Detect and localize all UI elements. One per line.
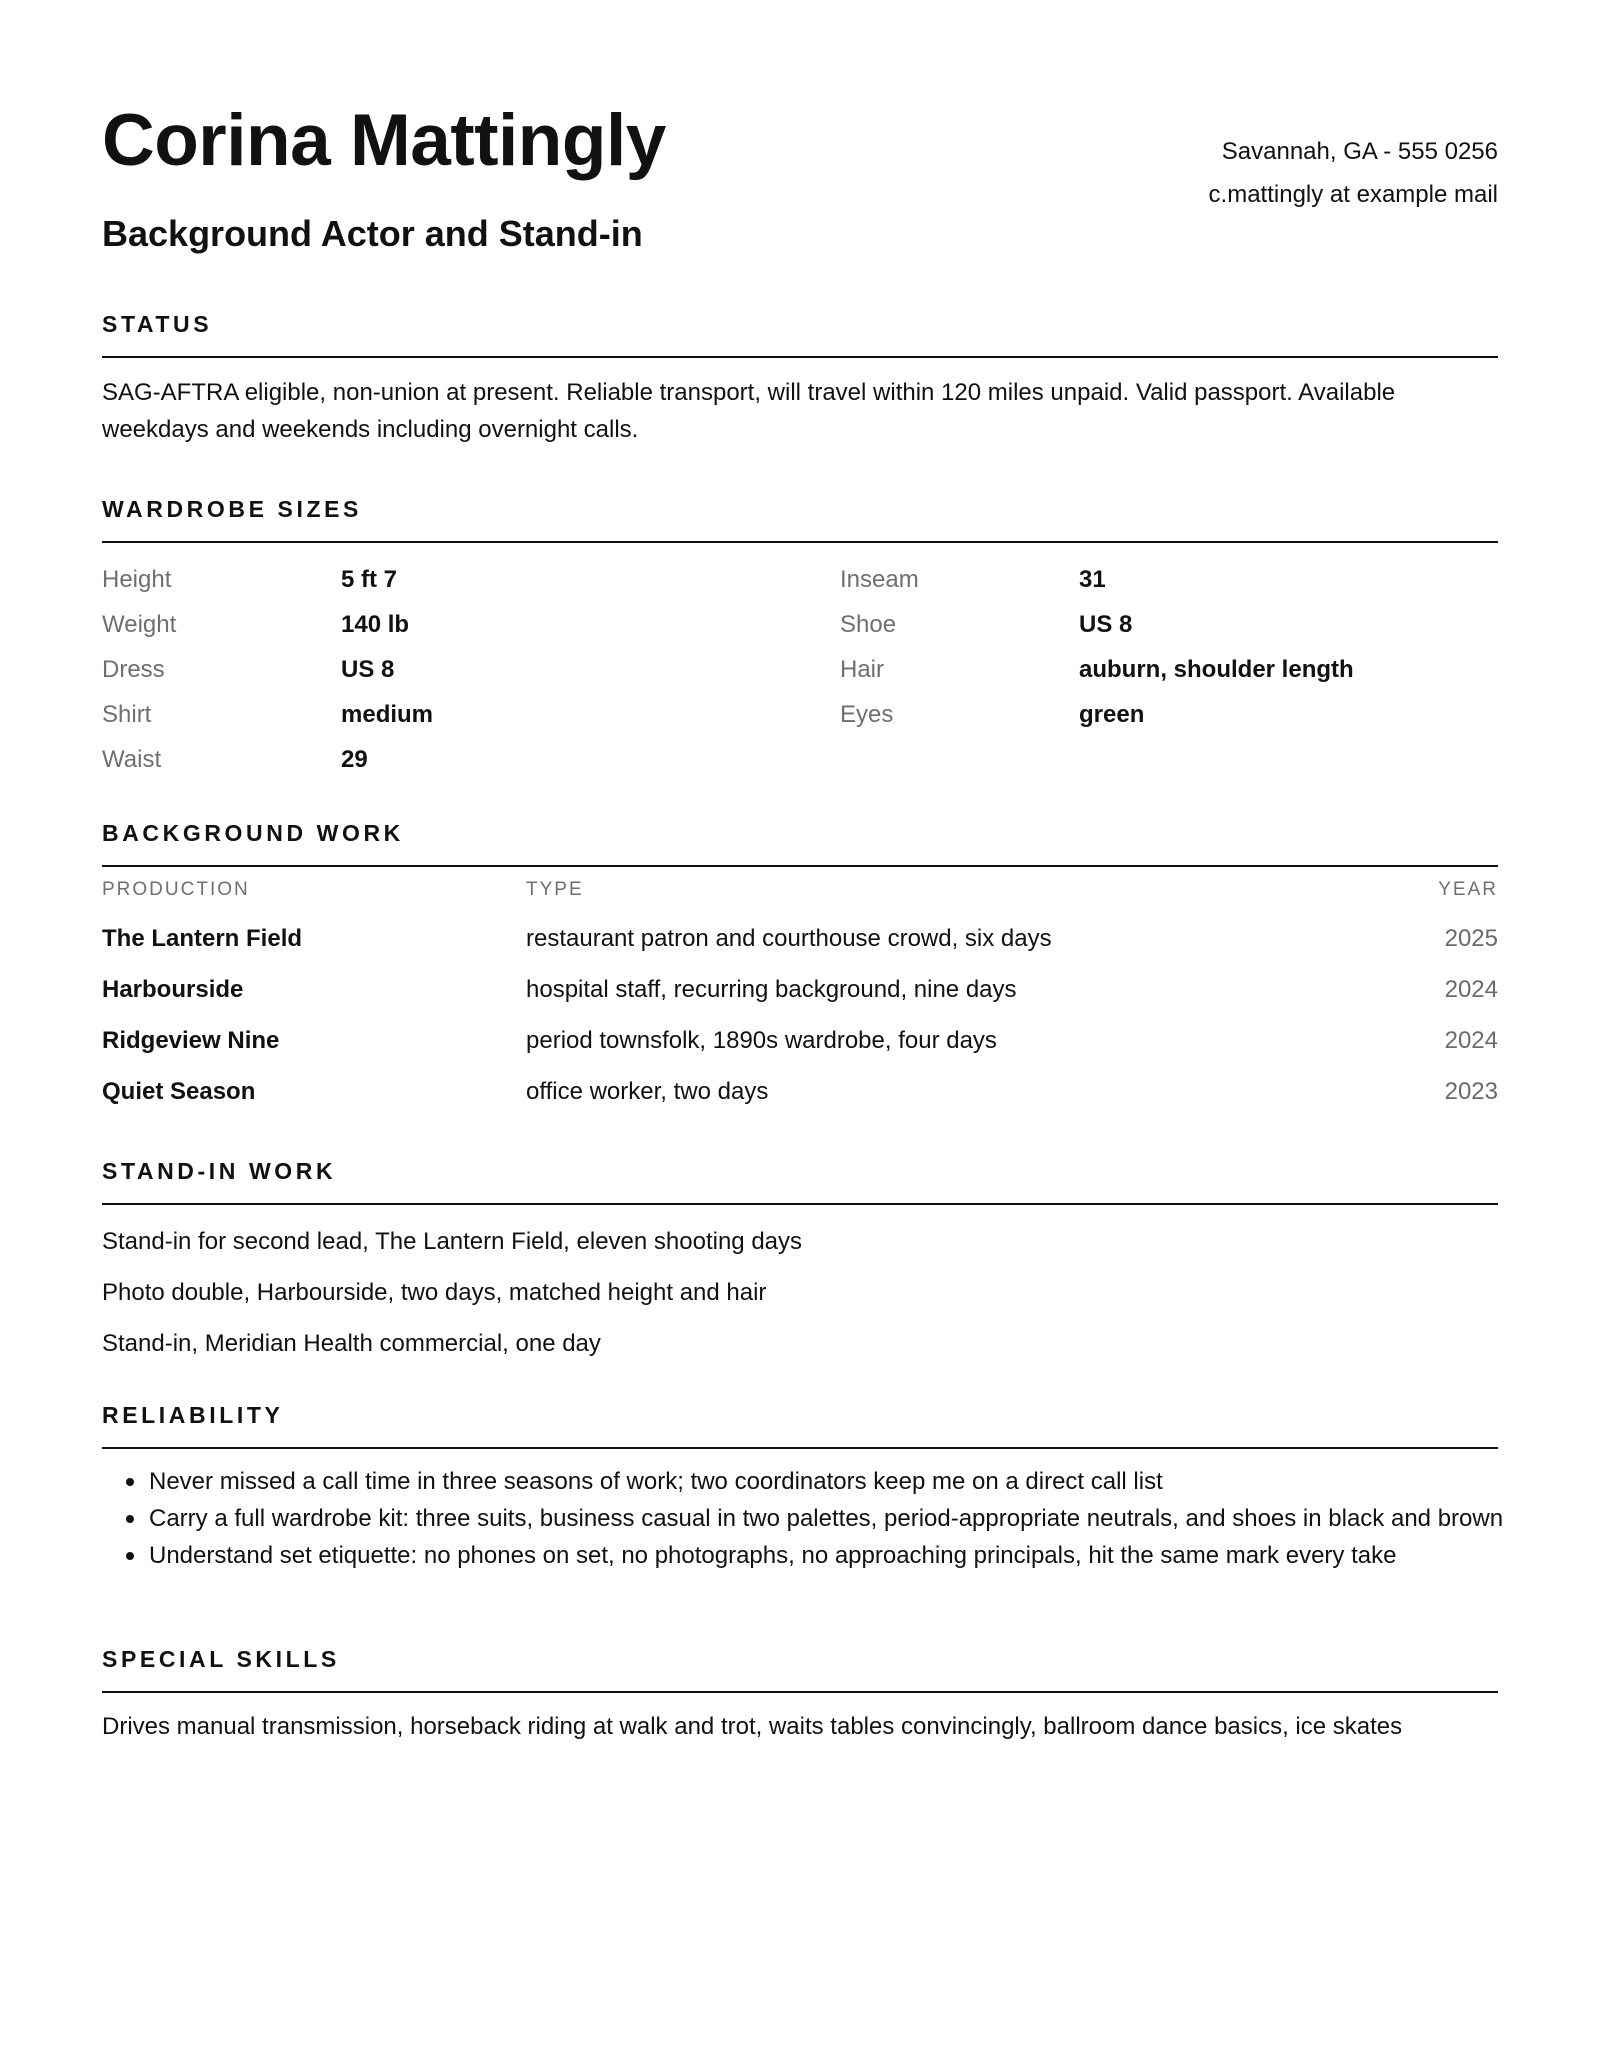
wardrobe-grid (102, 557, 1498, 787)
resume-page (102, 0, 1504, 1740)
production-title: The Lantern Field (102, 924, 303, 952)
wardrobe-row (102, 737, 433, 782)
wardrobe-value: US 8 (1079, 610, 1133, 638)
background-work-header-row (102, 867, 1498, 913)
bullet-icon (126, 1515, 134, 1523)
bullet-text: Understand set etiquette: no phones on set, no photographs, no approaching principals, hit the same mark every take (149, 1542, 1397, 1569)
bullet-text: Carry a full wardrobe kit: three suits, business casual in two palettes, period-appropriate neutrals, and shoes in black and brown (149, 1505, 1504, 1532)
section-title-wardrobe: WARDROBE SIZES (102, 498, 1498, 543)
wardrobe-row (840, 557, 1354, 602)
role-type: restaurant patron and courthouse crowd, six days (526, 924, 1052, 952)
list-item (102, 1463, 1498, 1500)
wardrobe-column-left (102, 557, 433, 782)
list-item: Photo double, Harbourside, two days, matched height and hair (102, 1278, 767, 1306)
production-year: 2024 (1444, 1026, 1498, 1054)
production-title: Ridgeview Nine (102, 1026, 280, 1054)
production-year: 2025 (1444, 924, 1498, 952)
wardrobe-value: 5 ft 7 (341, 565, 398, 593)
production-title: Quiet Season (102, 1077, 256, 1105)
wardrobe-row (102, 557, 433, 602)
bullet-icon (126, 1552, 134, 1560)
wardrobe-value: green (1079, 700, 1145, 728)
section-title-special-skills: SPECIAL SKILLS (102, 1648, 1498, 1693)
candidate-headline: Background Actor and Stand-in (102, 213, 643, 254)
wardrobe-label: Inseam (840, 565, 919, 593)
wardrobe-section (102, 498, 1498, 787)
section-title-reliability: RELIABILITY (102, 1404, 1498, 1449)
list-item (102, 1500, 1504, 1537)
section-title-background-work: BACKGROUND WORK (102, 822, 1498, 867)
resume-header (102, 0, 1498, 290)
candidate-name: Corina Mattingly (102, 100, 666, 181)
stand-in-work-section (102, 1160, 1498, 1369)
wardrobe-row (840, 602, 1354, 647)
bullet-text: Never missed a call time in three seasons of work; two coordinators keep me on a direct call list (149, 1468, 1163, 1495)
wardrobe-label: Eyes (840, 700, 894, 728)
contact-location-phone: Savannah, GA - 555 0256 (1221, 138, 1498, 165)
production-year: 2023 (1444, 1077, 1498, 1105)
table-row (102, 1015, 1498, 1066)
wardrobe-label: Waist (102, 745, 162, 773)
column-header-type: TYPE (526, 879, 584, 900)
role-type: hospital staff, recurring background, nine days (526, 975, 1017, 1003)
wardrobe-column-right (840, 557, 1354, 737)
wardrobe-value: 31 (1079, 565, 1106, 593)
list-item (102, 1537, 1498, 1574)
list-item: Stand-in for second lead, The Lantern Field, eleven shooting days (102, 1227, 803, 1255)
column-header-year: YEAR (1438, 879, 1498, 900)
role-type: period townsfolk, 1890s wardrobe, four days (526, 1026, 997, 1054)
wardrobe-label: Dress (102, 655, 165, 683)
list-item: Stand-in, Meridian Health commercial, one day (102, 1329, 601, 1357)
wardrobe-row (840, 647, 1354, 692)
status-text: SAG-AFTRA eligible, non-union at present. Reliable transport, will travel within 120 miles unpaid. Valid passport. Available weekdays and weekends including overnight calls. (102, 379, 1396, 443)
wardrobe-label: Height (102, 565, 172, 593)
wardrobe-value: 29 (341, 745, 368, 773)
table-row (102, 1066, 1498, 1117)
wardrobe-label: Hair (840, 655, 885, 683)
column-header-production: PRODUCTION (102, 879, 250, 900)
production-title: Harbourside (102, 975, 244, 1003)
contact-email: c.mattingly at example mail (1208, 181, 1498, 208)
special-skills-text: Drives manual transmission, horseback riding at walk and trot, waits tables convincingly, ballroom dance basics, ice skates (102, 1713, 1403, 1740)
table-row (102, 913, 1498, 964)
bullet-icon (126, 1478, 134, 1486)
wardrobe-row (102, 602, 433, 647)
contact-block (1209, 130, 1498, 216)
wardrobe-row (840, 692, 1354, 737)
background-work-section (102, 822, 1498, 1117)
wardrobe-value: medium (341, 700, 434, 728)
role-type: office worker, two days (526, 1077, 769, 1105)
status-section (102, 313, 1498, 448)
wardrobe-label: Shoe (840, 610, 897, 638)
wardrobe-value: 140 lb (341, 610, 410, 638)
stand-in-list (102, 1216, 1498, 1369)
wardrobe-value: US 8 (341, 655, 395, 683)
wardrobe-value: auburn, shoulder length (1079, 655, 1354, 683)
wardrobe-label: Shirt (102, 700, 152, 728)
reliability-list (102, 1463, 1504, 1574)
section-title-stand-in-work: STAND-IN WORK (102, 1160, 1498, 1205)
special-skills-section (102, 1648, 1498, 1741)
wardrobe-row (102, 647, 433, 692)
production-year: 2024 (1444, 975, 1498, 1003)
table-row (102, 964, 1498, 1015)
wardrobe-row (102, 692, 433, 737)
reliability-section (102, 1402, 1504, 1574)
section-title-status: STATUS (102, 313, 1498, 358)
wardrobe-label: Weight (102, 610, 177, 638)
